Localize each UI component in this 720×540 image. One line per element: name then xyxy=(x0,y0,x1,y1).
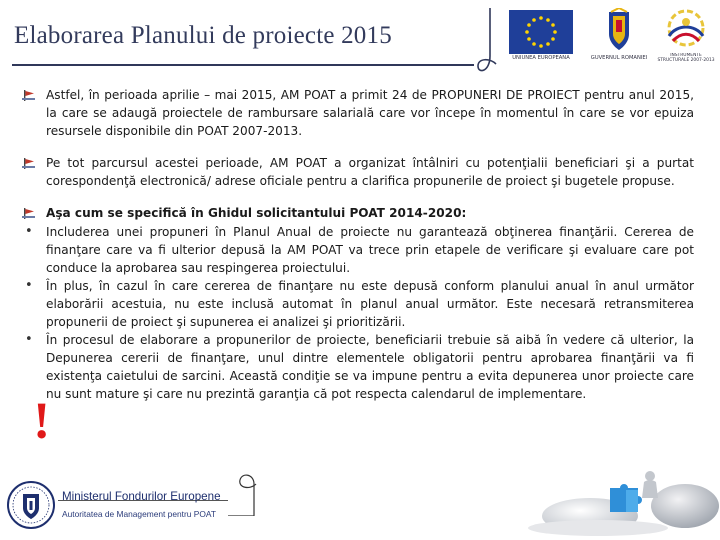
bullet-dot-icon: • xyxy=(25,332,33,348)
footer xyxy=(0,470,720,540)
header-logos xyxy=(505,8,717,68)
bullet-text: Pe tot parcursul acestei perioade, AM POAT a organizat întâlniri cu potenţialii beneficiari şi a purtat corespondenţă electronică/ adrese oficiale pentru a clarifica propunerile de proiect şi bugetele propuse. xyxy=(46,156,694,189)
bullet-dot-icon: • xyxy=(25,277,33,293)
structural-instruments-logo-caption: INSTRUMENTE STRUCTURALE 2007-2013 xyxy=(657,53,715,63)
slide-content xyxy=(22,86,694,404)
page-title: Elaborarea Planului de proiecte 2015 xyxy=(14,22,392,49)
footer-text xyxy=(62,490,221,519)
title-decorative-curve xyxy=(474,6,504,80)
bullet-item xyxy=(22,154,694,190)
structural-instruments-logo xyxy=(655,8,717,68)
title-underline xyxy=(12,64,474,66)
list-item-text: Includerea unei propuneri în Planul Anual de proiecte nu garantează obţinerea finanţării. Cererea de finanţare care va fi ulterior depusă la AM POAT va trece prin etapele de verificare şi evaluare care pot conduce la aprobarea sau respingerea proiectului. xyxy=(46,224,694,275)
government-logo xyxy=(589,8,649,68)
warning-exclamation: ! xyxy=(33,393,51,450)
bullet-flag-icon xyxy=(22,208,36,219)
footer-ministry: Ministerul Fondurilor Europene xyxy=(62,490,221,503)
list-item xyxy=(22,223,694,277)
bullet-flag-icon xyxy=(22,158,36,169)
list-item-text: În procesul de elaborare a propunerilor de proiecte, beneficiarii trebuie să aibă în vedere că ulterior, la Depunerea cererii de finanţare, unul dintre elementele obligatorii pentru aprobarea finanţării va fi existenţa caietului de sarcini. Această condiţie se va impune pentru a evita depunerea unor proiecte care nu sunt mature şi care nu prezintă garanţia că pot respecta calendarul de implementare. xyxy=(46,333,694,402)
eu-logo xyxy=(505,8,577,68)
list-item xyxy=(22,331,694,403)
list-item-text: În plus, în cazul în care cererea de finanţare nu este depusă conform planului anual în anul următor elaborării acestuia, nu este inclusă automat în planul anual următor. Este necesară retransmiterea propunerii de proiect şi supunerea ei analizei şi prioritizării. xyxy=(46,278,694,330)
romania-coat-of-arms-icon xyxy=(589,8,649,54)
bullet-text: Astfel, în perioada aprilie – mai 2015, AM POAT a primit 24 de PROPUNERI DE PROIECT pentru anul 2015, la care se adaugă proiectele de rambursare salarială care vor începe în momentul în care se vor epuiza resursele disponibile din POAT 2007-2013. xyxy=(46,88,694,139)
bullet-dot-icon: • xyxy=(25,223,33,239)
puzzle-illustration xyxy=(480,470,720,540)
bullet-item xyxy=(22,86,694,140)
ministry-seal-icon xyxy=(6,480,56,530)
bullet-item xyxy=(22,204,694,222)
eu-flag-icon xyxy=(509,10,573,54)
structural-instruments-logo-icon xyxy=(655,8,717,52)
list-item xyxy=(22,277,694,331)
eu-logo-caption: UNIUNEA EUROPEANĂ xyxy=(512,55,570,61)
government-logo-caption: GUVERNUL ROMÂNIEI xyxy=(590,55,648,61)
bullet-flag-icon xyxy=(22,90,36,101)
ghid-heading: Aşa cum se specifică în Ghidul solicitantului POAT 2014-2020: xyxy=(46,206,467,221)
footer-authority: Autoritatea de Management pentru POAT xyxy=(62,509,216,519)
